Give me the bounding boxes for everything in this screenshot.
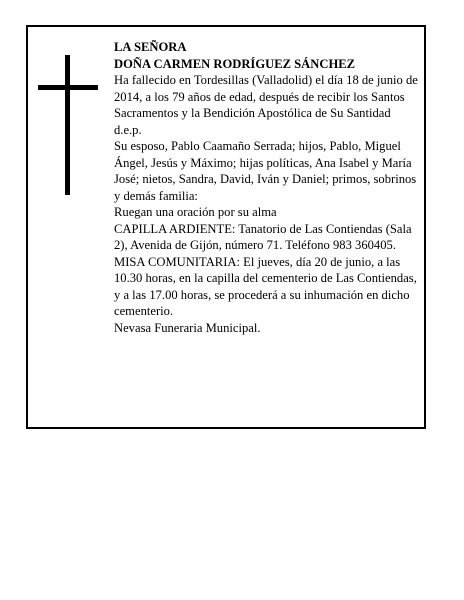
funeral-home: Nevasa Funeraria Municipal. — [114, 320, 261, 335]
notice-heading: LA SEÑORA — [114, 40, 187, 54]
death-info: Ha fallecido en Tordesillas (Valladolid) el día 18 de junio de 2014, a los 79 años de edad, después de recibir los Santos Sacramentos y la Bendición Apostólica de Su Santidad — [114, 73, 418, 120]
prayer-request: Ruegan una oración por su alma — [114, 205, 277, 219]
chapel-info: CAPILLA ARDIENTE: Tanatorio de Las Contiendas (Sala 2), Avenida de Gijón, número 71. Teléfono 983 360405. — [114, 221, 412, 252]
family-list: Su esposo, Pablo Caamaño Serrada; hijos, Pablo, Miguel Ángel, Jesús y Máximo; hijas políticas, Ana Isabel y María José; nietos, Sandra, David, Iván y Daniel; primos, sobrinos y demás familia: — [114, 139, 417, 203]
cross-horizontal-bar — [38, 85, 98, 90]
latin-cross-icon — [38, 55, 98, 195]
obituary-text — [114, 39, 420, 336]
mass-info: MISA COMUNITARIA: El jueves, día 20 de junio, a las 10.30 horas, en la capilla del cementerio de Las Contiendas, y a las 17.00 horas, se procederá a su inhumación en dicho cementerio. — [114, 254, 417, 318]
deceased-name: DOÑA CARMEN RODRÍGUEZ SÁNCHEZ — [114, 56, 356, 71]
cross-vertical-bar — [65, 55, 70, 195]
rest-in-peace: d.e.p. — [114, 122, 142, 137]
